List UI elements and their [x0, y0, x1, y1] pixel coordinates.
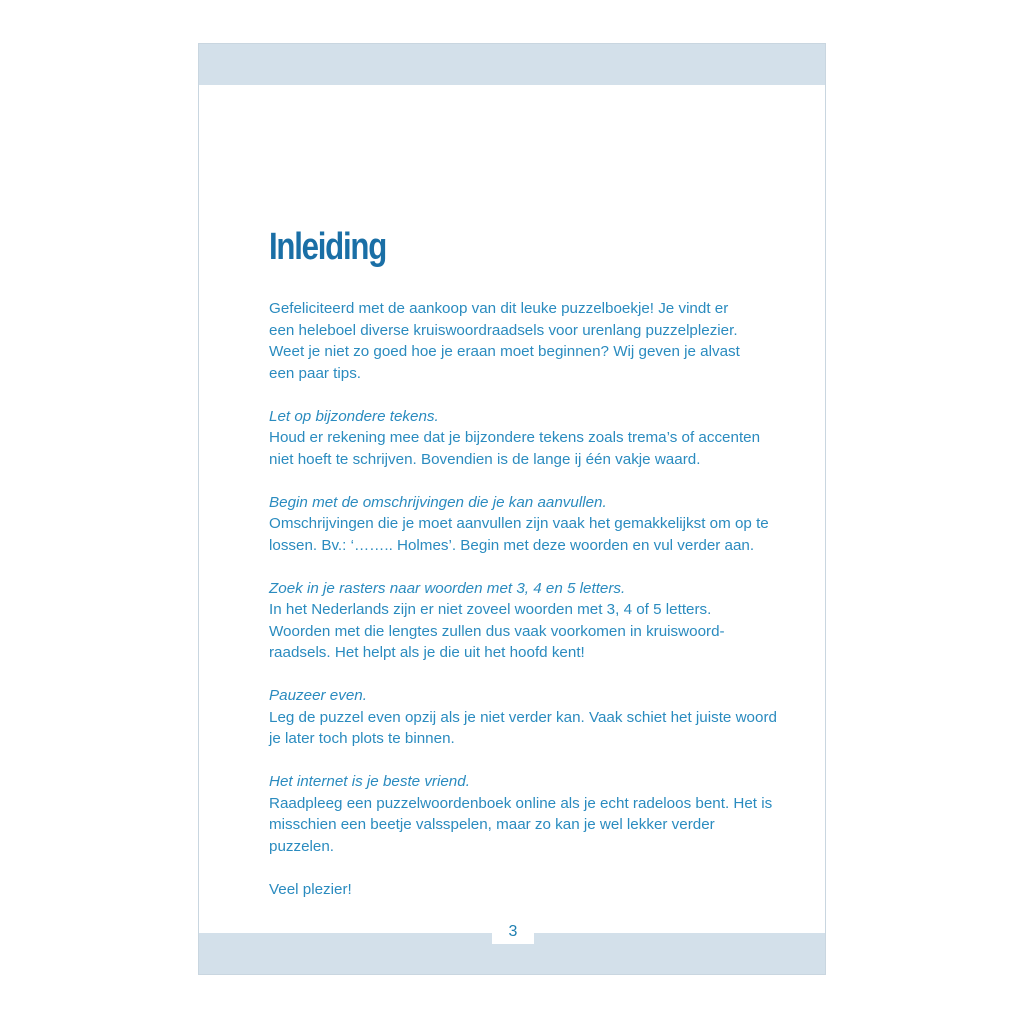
intro-line: Weet je niet zo goed hoe je eraan moet beginnen? Wij geven je alvast — [269, 343, 740, 360]
tip-line: misschien een beetje valsspelen, maar zo kan je wel lekker verder puzzelen. — [269, 816, 715, 855]
tip-line: Raadpleeg een puzzelwoordenboek online als je echt radeloos bent. Het is — [269, 794, 773, 812]
tip-line: raadsels. Het helpt als je die uit het hoofd kent! — [269, 644, 585, 661]
page-number: 3 — [492, 920, 534, 944]
tip-line: lossen. Bv.: ‘…….. Holmes’. Begin met deze woorden en vul verder aan. — [269, 536, 755, 554]
tip-heading: Begin met de omschrijvingen die je kan aanvullen. — [269, 493, 607, 511]
tip-heading: Het internet is je beste vriend. — [269, 773, 470, 790]
tip-line: Omschrijvingen die je moet aanvullen zijn vaak het gemakkelijkst om op te — [269, 515, 769, 532]
tip-body — [269, 513, 779, 556]
tip-line: In het Nederlands zijn er niet zoveel woorden met 3, 4 of 5 letters. — [269, 601, 712, 618]
tip-heading: Pauzeer even. — [269, 687, 367, 704]
tip-section — [269, 771, 779, 857]
closing-text: Veel plezier! — [269, 880, 352, 898]
page-title: Inleiding — [269, 226, 387, 268]
tip-line: Leg de puzzel even opzij als je niet verder kan. Vaak schiet het juiste woord — [269, 708, 777, 726]
intro-line: een paar tips. — [269, 364, 362, 382]
tip-heading: Zoek in je rasters naar woorden met 3, 4 en 5 letters. — [269, 579, 626, 597]
intro-line: een heleboel diverse kruiswoordraadsels voor urenlang puzzelplezier. — [269, 321, 738, 339]
intro-paragraph — [269, 298, 779, 384]
header-band — [199, 44, 825, 85]
tip-line: Woorden met die lengtes zullen dus vaak voorkomen in kruiswoord- — [269, 622, 725, 640]
tip-section — [269, 685, 779, 750]
tip-line: niet hoeft te schrijven. Bovendien is de lange ij één vakje waard. — [269, 450, 701, 468]
tip-line: je later toch plots te binnen. — [269, 730, 455, 747]
tip-body — [269, 427, 779, 470]
intro-line: Gefeliciteerd met de aankoop van dit leuke puzzelboekje! Je vindt er — [269, 300, 729, 317]
tip-body — [269, 599, 779, 664]
tip-section — [269, 406, 779, 471]
tip-body — [269, 793, 779, 858]
page-content — [269, 222, 779, 900]
tip-body — [269, 707, 779, 750]
book-page — [198, 43, 826, 975]
tip-line: Houd er rekening mee dat je bijzondere tekens zoals trema’s of accenten — [269, 429, 761, 446]
tip-section — [269, 578, 779, 664]
tip-heading: Let op bijzondere tekens. — [269, 407, 439, 425]
tip-section — [269, 492, 779, 557]
